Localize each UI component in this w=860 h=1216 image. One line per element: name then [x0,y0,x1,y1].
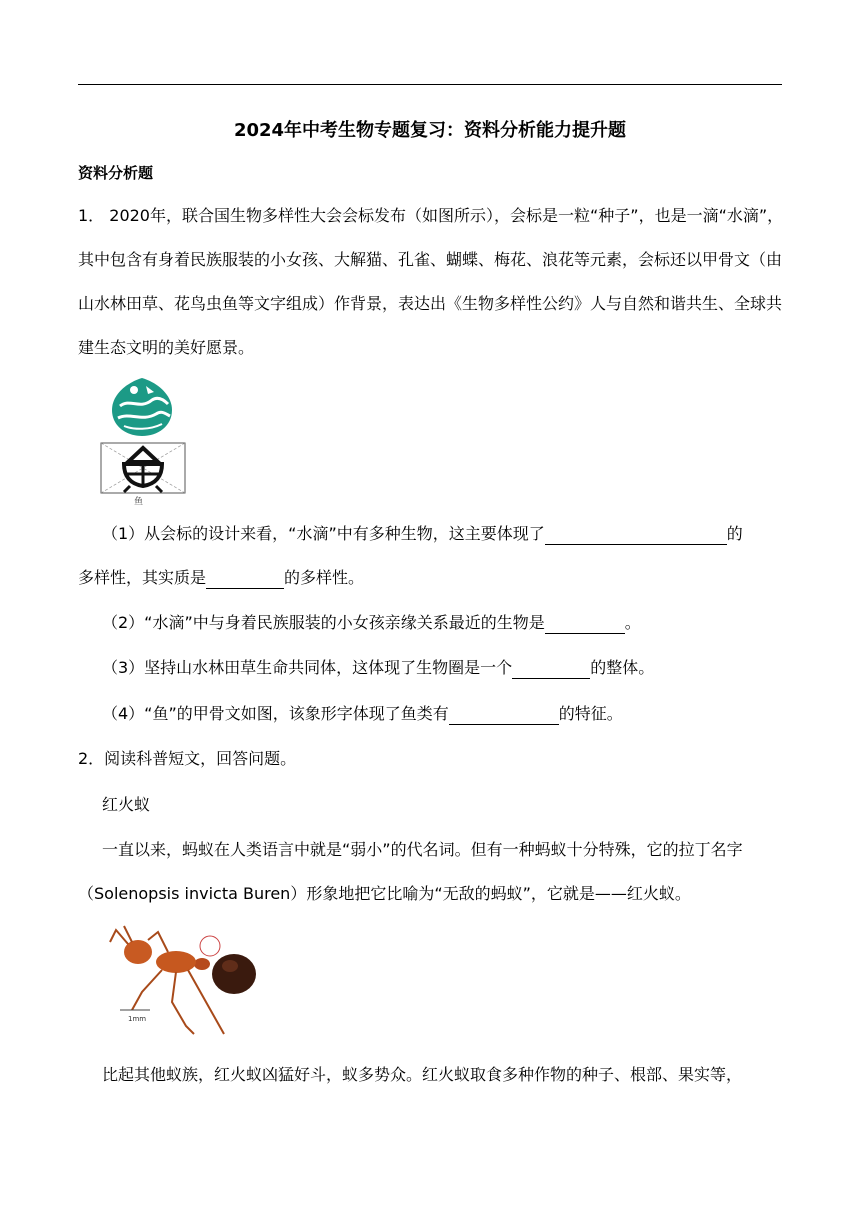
oracle-fish-character-image [100,442,186,494]
sub-question-4: （4）“鱼”的甲骨文如图，该象形字体现了鱼类有 的特征。 [102,704,623,723]
fire-ant-image [102,922,262,1042]
answer-blank-4[interactable] [512,660,590,679]
question-1-stem: 1． 2020年，联合国生物多样性大会会标发布（如图所示），会标是一粒“种子”，也是一滴“水滴”，其中包含有身着民族服装的小女孩、大解猫、孔雀、蝴蝶、梅花、浪花等元素，会标还以甲骨文（由山水林田草、花鸟虫鱼等文字组成）作背景，表达出《生物多样性公约》人与自然和谐共生、全球共建生态文明的美好愿景。 [78,206,784,357]
sub-question-1-line-2: 多样性，其实质是 的多样性。 [78,568,365,587]
article-paragraph-2: 比起其他蚁族，红火蚁凶猛好斗，蚁多势众。红火蚁取食多种作物的种子、根部、果实等， [102,1065,743,1084]
answer-blank-2[interactable] [206,570,284,589]
cbd-logo-image [106,376,178,438]
answer-blank-1[interactable] [545,526,727,545]
sub-question-3: （3）坚持山水林田草生命共同体，这体现了生物圈是一个 的整体。 [102,658,655,677]
article-paragraph-1: 一直以来，蚂蚁在人类语言中就是“弱小”的代名词。但有一种蚂蚁十分特殊，它的拉丁名字（Solenopsis invicta Buren）形象地把它比喻为“无敌的蚂蚁”，它就是——红火蚁。 [78,840,743,903]
section-heading: 资料分析题 [78,164,154,182]
header-rule [78,84,782,85]
question-2-stem: 2．阅读科普短文，回答问题。 [78,749,297,768]
scale-bar-label: 1mm [128,1015,147,1023]
sub-question-1-line-1: （1）从会标的设计来看，“水滴”中有多种生物，这主要体现了 的 [102,524,743,543]
answer-blank-3[interactable] [545,615,625,634]
article-title: 红火蚁 [102,795,151,814]
answer-blank-5[interactable] [449,706,559,725]
figure-caption-fish: 鱼 [134,497,144,507]
sub-question-2: （2）“水滴”中与身着民族服装的小女孩亲缘关系最近的生物是 。 [102,613,641,632]
page-title: 2024年中考生物专题复习：资料分析能力提升题 [233,120,627,141]
